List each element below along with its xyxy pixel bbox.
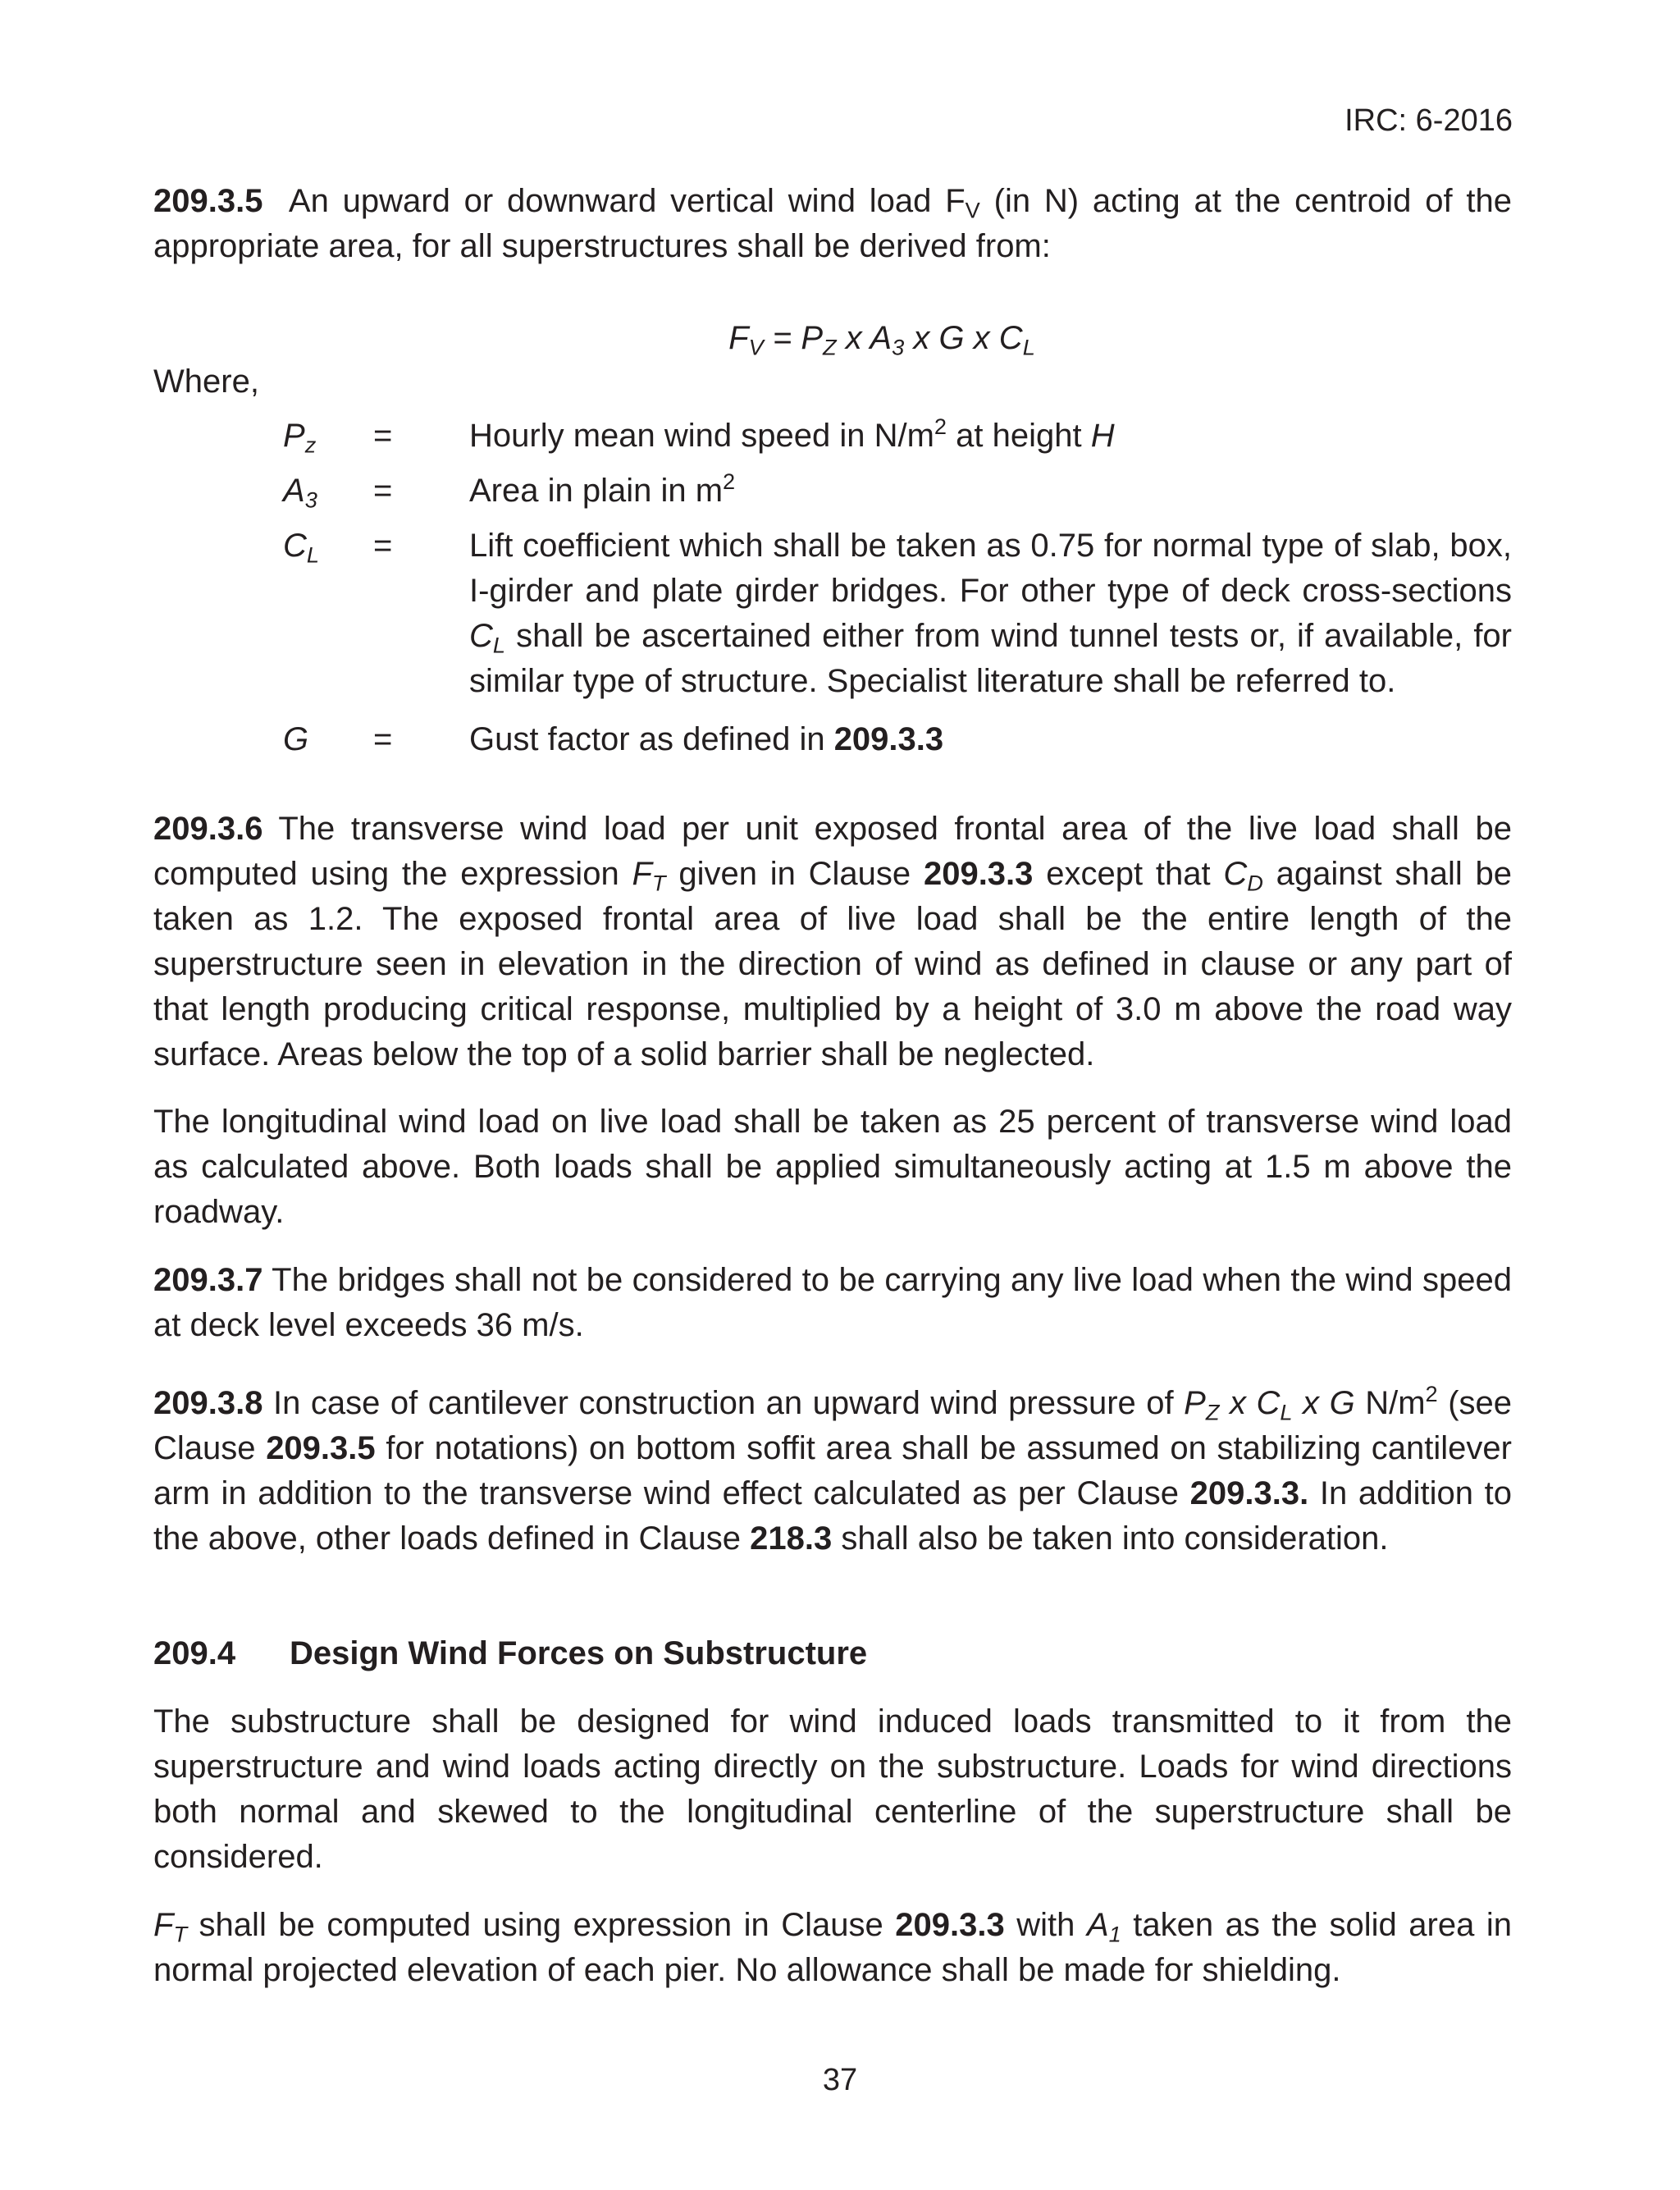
definition-row: $A_3$ = Area in plain in $m^2$ xyxy=(283,469,736,513)
clause-number: 209.3.5 xyxy=(153,183,263,219)
page-header-code: IRC: 6-2016 xyxy=(1344,103,1513,138)
section-heading: 209.4 Design Wind Forces on Substructure xyxy=(153,1635,868,1671)
clause-209-3-6 xyxy=(153,807,1512,1235)
clause-209-3-7 xyxy=(153,1258,1512,1348)
definition-row: $C_L$ = Lift coefficient which shall be taken as 0.75 for normal type of slab, box, I-girder and plate girder bridges. For other type of deck cross-sections $C_L$ shall be ascertained either from wind tunnel tests or, if available, for similar type of structure. Specialist literature shall be referred to. xyxy=(283,528,1512,699)
definition-row: G = Gust factor as defined in 209.3.3 xyxy=(283,721,944,757)
clause-209-3-5-text: 209.3.5 An upward or downward vertical wind load $F_V$ (in N) acting at the centroid of the appropriate area, for all superstructures shall be derived from: xyxy=(153,183,1512,264)
where-label: Where, xyxy=(153,363,259,400)
definitions-block xyxy=(153,414,1512,762)
clause-209-3-5 xyxy=(153,179,1512,269)
section-209-4 xyxy=(153,1631,1512,1993)
definitions-table xyxy=(283,414,1512,762)
definition-row: $P_z$ = Hourly mean wind speed in $N/m^2$ at height H xyxy=(283,414,1115,458)
vertical-wind-load-formula: $F_V = P_Z$ x $A_3$ x G x $C_L$ xyxy=(728,320,1035,360)
clause-209-3-6-paragraph-2: The longitudinal wind load on live load shall be taken as 25 percent of transverse wind load as calculated above. Both loads shall be applied simultaneously acting at 1.5 m above the roadway. xyxy=(153,1104,1512,1230)
page-number: 37 xyxy=(822,2063,858,2097)
clause-209-3-8 xyxy=(153,1381,1512,1561)
section-209-4-paragraph-2: $F_T$ shall be computed using expression in Clause 209.3.3 with $A_1$ taken as the solid area in normal projected elevation of each pier. No allowance shall be made for shielding. xyxy=(153,1907,1512,1988)
clause-209-3-7-text: 209.3.7 The bridges shall not be considered to be carrying any live load when the wind speed at deck level exceeds 36 m/s. xyxy=(153,1262,1512,1343)
section-209-4-paragraph-1: The substructure shall be designed for wind induced loads transmitted to it from the superstructure and wind loads acting directly on the substructure. Loads for wind directions both normal and skewed to the longitudinal centerline of the superstructure shall be considered. xyxy=(153,1703,1512,1875)
clause-209-3-6-text: 209.3.6 The transverse wind load per unit exposed frontal area of the live load shall be computed using the expression $F_T$ given in Clause 209.3.3 except that $C_D$ against shall be taken as 1.2. The exposed frontal area of live load shall be the entire length of the superstructure seen in elevation in the direction of wind as defined in clause or any part of that length producing critical response, multiplied by a height of 3.0 m above the road way surface. Areas below the top of a solid barrier shall be neglected. xyxy=(153,811,1512,1072)
clause-209-3-8-text: 209.3.8 In case of cantilever construction an upward wind pressure of $P_Z$ x $C_L$ x G $N/m^2$ (see Clause 209.3.5 for notations) on bottom soffit area shall be assumed on stabilizing cantilever arm in addition to the transverse wind effect calculated as per Clause 209.3.3. In addition to the above, other loads defined in Clause 218.3 shall also be taken into consideration. xyxy=(153,1381,1513,1557)
